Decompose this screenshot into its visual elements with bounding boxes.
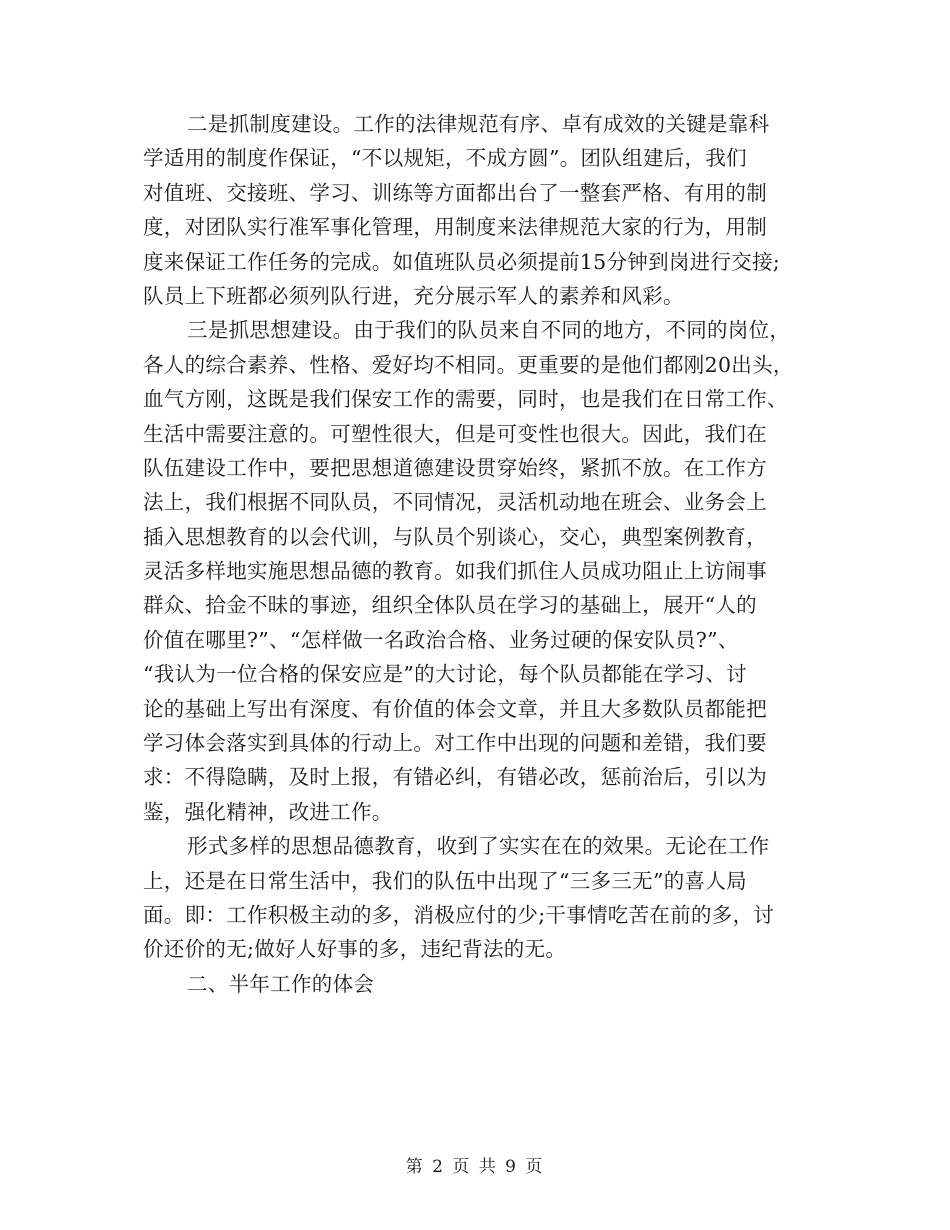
paragraph-line: 学适用的制度作保证，“不以规矩，不成方圆”。团队组建后，我们 — [143, 146, 747, 171]
paragraph-line: 队伍建设工作中，要把思想道德建设贯穿始终，紧抓不放。在工作方 — [143, 455, 767, 480]
paragraph-line: 面。即：工作积极主动的多，消极应付的少;干事情吃苦在前的多，讨 — [143, 902, 775, 927]
paragraph-line: 群众、拾金不昧的事迹，组织全体队员在学习的基础上，展开“人的 — [143, 593, 757, 618]
paragraph-line: 三是抓思想建设。由于我们的队员来自不同的地方，不同的岗位， — [187, 318, 791, 343]
paragraph-line: 灵活多样地实施思想品德的教育。如我们抓住人员成功阻止上访闹事 — [143, 559, 767, 584]
page-number-footer: 第 2 页 共 9 页 — [405, 1157, 545, 1177]
section-heading: 二、半年工作的体会 — [187, 971, 375, 996]
paragraph-line: 论的基础上写出有深度、有价值的体会文章，并且大多数队员都能把 — [143, 696, 767, 721]
paragraph-line: 价还价的无;做好人好事的多，违纪背法的无。 — [143, 937, 567, 962]
paragraph-line: 学习体会落实到具体的行动上。对工作中出现的问题和差错，我们要 — [143, 731, 767, 756]
paragraph-line: 插入思想教育的以会代训，与队员个别谈心，交心，典型案例教育， — [143, 524, 767, 549]
paragraph-line: 形式多样的思想品德教育，收到了实实在在的效果。无论在工作 — [187, 834, 770, 859]
paragraph-line: 生活中需要注意的。可塑性很大，但是可变性也很大。因此，我们在 — [143, 421, 767, 446]
paragraph-line: 血气方刚，这既是我们保安工作的需要，同时，也是我们在日常工作、 — [143, 387, 788, 412]
paragraph-line: 对值班、交接班、学习、训练等方面都出台了一整套严格、有用的制 — [143, 180, 767, 205]
paragraph-line: 上，还是在日常生活中，我们的队伍中出现了“三多三无”的喜人局 — [143, 868, 747, 893]
document-body — [143, 107, 803, 1001]
paragraph-line: 求：不得隐瞒，及时上报，有错必纠，有错必改，惩前治后，引以为 — [143, 765, 767, 790]
paragraph-line: “我认为一位合格的保安应是”的大讨论，每个队员都能在学习、讨 — [143, 662, 747, 687]
paragraph-line: 度来保证工作任务的完成。如值班队员必须提前15分钟到岗进行交接; — [143, 249, 781, 274]
paragraph-line: 度，对团队实行准军事化管理，用制度来法律规范大家的行为，用制 — [143, 215, 767, 240]
paragraph-line: 法上，我们根据不同队员，不同情况，灵活机动地在班会、业务会上 — [143, 490, 767, 515]
paragraph-line: 二是抓制度建设。工作的法律规范有序、卓有成效的关键是靠科 — [187, 112, 770, 136]
paragraph-line: 鉴，强化精神，改进工作。 — [143, 799, 393, 824]
paragraph-line: 价值在哪里?”、“怎样做一名政治合格、业务过硬的保安队员?”、 — [143, 627, 739, 652]
paragraph-line: 队员上下班都必须列队行进，充分展示军人的素养和风彩。 — [143, 283, 684, 308]
paragraph-line: 各人的综合素养、性格、爱好均不相同。更重要的是他们都刚20出头， — [143, 352, 794, 377]
